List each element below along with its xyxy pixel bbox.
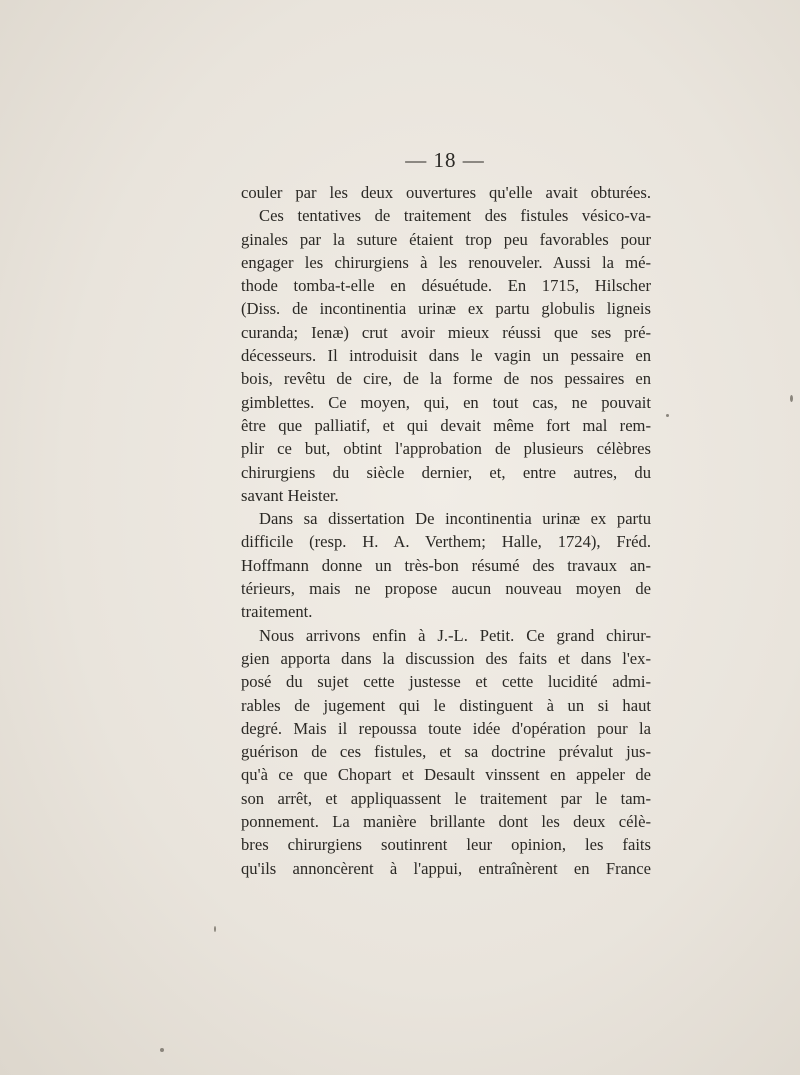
text-line: engager les chirurgiens à les renouveler. Aussi la mé- [241, 252, 651, 272]
paper-speck [214, 926, 216, 932]
text-line: plir ce but, obtint l'approbation de plusieurs célèbres [241, 439, 651, 459]
text-line: ginales par la suture étaient trop peu favorables pour [241, 229, 651, 249]
text-line: qu'à ce que Chopart et Desault vinssent en appeler de [241, 765, 651, 785]
text-line: térieurs, mais ne propose aucun nouveau moyen de [241, 579, 651, 599]
paper-speck [160, 1048, 164, 1052]
text-line: rables de jugement qui le distinguent à un si haut [241, 695, 651, 715]
text-line: couler par les deux ouvertures qu'elle avait obturées. [241, 183, 651, 202]
text-line: curanda; Ienæ) crut avoir mieux réussi que ses pré- [241, 322, 651, 342]
text-line: gien apporta dans la discussion des faits et dans l'ex- [241, 648, 651, 668]
text-line: degré. Mais il repoussa toute idée d'opération pour la [241, 718, 651, 738]
text-line: son arrêt, et appliquassent le traitement par le tam- [241, 788, 651, 808]
paper-speck [666, 414, 669, 417]
text-line: Hoffmann donne un très-bon résumé des travaux an- [241, 555, 651, 575]
text-line: difficile (resp. H. A. Verthem; Halle, 1724), Fréd. [241, 532, 651, 552]
text-line: posé du sujet cette justesse et cette lucidité admi- [241, 672, 651, 692]
text-line: bres chirurgiens soutinrent leur opinion, les faits [241, 835, 651, 855]
text-line: Ces tentatives de traitement des fistules vésico-va- [259, 206, 651, 226]
body-text [241, 181, 651, 880]
text-line: ponnement. La manière brillante dont les deux célè- [241, 812, 651, 832]
text-line: qu'ils annoncèrent à l'appui, entraînèrent en France [241, 858, 651, 878]
paper-speck [790, 395, 793, 402]
text-line: Nous arrivons enfin à J.-L. Petit. Ce grand chirur- [259, 625, 651, 645]
text-line: traitement. [241, 602, 313, 622]
text-line: décesseurs. Il introduisit dans le vagin un pessaire en [241, 346, 651, 366]
text-line: savant Heister. [241, 485, 339, 505]
text-line: thode tomba-t-elle en désuétude. En 1715, Hilscher [241, 276, 651, 296]
text-line: bois, revêtu de cire, de la forme de nos pessaires en [241, 369, 651, 389]
page-number: — 18 — [405, 148, 485, 172]
text-line: être que palliatif, et qui devait même fort mal rem- [241, 415, 651, 435]
text-line: guérison de ces fistules, et sa doctrine prévalut jus- [241, 742, 651, 762]
text-line: chirurgiens du siècle dernier, et, entre autres, du [241, 462, 651, 482]
text-line: Dans sa dissertation De incontinentia urinæ ex partu [259, 509, 651, 529]
text-line: gimblettes. Ce moyen, qui, en tout cas, ne pouvait [241, 392, 651, 412]
text-line: (Diss. de incontinentia urinæ ex partu globulis ligneis [241, 299, 651, 319]
